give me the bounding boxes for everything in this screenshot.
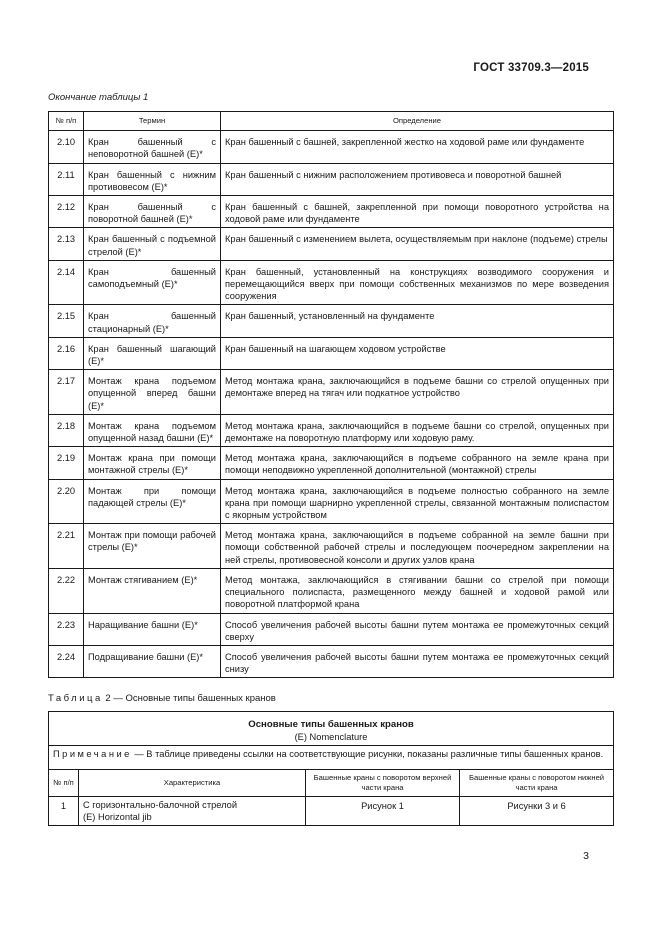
term-definition: Способ увеличения рабочей высоты башни путем монтажа ее промежуточных секций сверху [221, 613, 614, 645]
term-number: 2.12 [49, 196, 84, 228]
term-definition: Кран башенный с башней, закрепленной при помощи поворотного устройства на ходовой раме или фундаменте [221, 196, 614, 228]
term-name: Монтаж при помощи падающей стрелы (E)* [84, 479, 221, 524]
term-number: 2.10 [49, 131, 84, 163]
table2-caption [48, 693, 276, 704]
column-header-upper-slewing: Башенные краны с поворотом верхней части крана [306, 770, 460, 797]
term-definition: Метод монтажа, заключающийся в стягивании башни со стрелой при помощи специального полиспаста, размещенного между башней и ходовой рамой или поворотной платформой крана [221, 568, 614, 613]
term-definition: Кран башенный с изменением вылета, осуществляемым при наклоне (подъеме) стрелы [221, 228, 614, 260]
term-name: Монтаж крана при помощи монтажной стрелы (E)* [84, 447, 221, 479]
term-number: 2.22 [49, 568, 84, 613]
characteristic-ru: С горизонтально-балочной стрелой [83, 800, 238, 810]
term-definition: Кран башенный с башней, закрепленной жестко на ходовой раме или фундаменте [221, 131, 614, 163]
terms-table-body [49, 131, 614, 678]
term-name: Кран башенный шагающий (E)* [84, 337, 221, 369]
table-row [49, 447, 614, 479]
table-row [49, 479, 614, 524]
column-header-lower-slewing: Башенные краны с поворотом нижней части крана [460, 770, 614, 797]
term-number: 2.16 [49, 337, 84, 369]
table-row [49, 797, 614, 826]
table-row [49, 524, 614, 569]
table-header-row [49, 112, 614, 131]
table-row [49, 163, 614, 195]
term-number: 2.11 [49, 163, 84, 195]
table-row [49, 305, 614, 337]
table2-caption-text: 2 — Основные типы башенных кранов [105, 693, 276, 704]
column-header-term: Термин [84, 112, 221, 131]
note-label: Примечание [53, 749, 132, 759]
term-number: 2.23 [49, 613, 84, 645]
term-number: 2.21 [49, 524, 84, 569]
table2-caption-label: Таблица [48, 693, 103, 704]
terms-table [48, 111, 614, 678]
table-row [49, 613, 614, 645]
term-name: Монтаж стягиванием (E)* [84, 568, 221, 613]
table2-subtitle: (E) Nomenclature [294, 732, 368, 742]
term-definition: Метод монтажа крана, заключающийся в подъеме башни со стрелой, опущенных при демонтаже на поворотную платформу или ходовую раму. [221, 414, 614, 446]
term-number: 2.18 [49, 414, 84, 446]
term-definition: Метод монтажа крана, заключающийся в подъеме собранной на земле башни при помощи собственной рабочей стрелы и последующем поочередном закреплении на ней стрелы, противовесной консоли и других узлов крана [221, 524, 614, 569]
column-header-num: № п/п [49, 112, 84, 131]
term-name: Кран башенный с подъемной стрелой (E)* [84, 228, 221, 260]
term-name: Монтаж крана подъемом опущенной назад башни (E)* [84, 414, 221, 446]
term-definition: Метод монтажа крана, заключающийся в подъеме полностью собранного на земле крана при помощи шарнирно укрепленной стрелы, связанной монтажным полиспастом с якорным устройством [221, 479, 614, 524]
table-row [49, 568, 614, 613]
term-name: Наращивание башни (E)* [84, 613, 221, 645]
term-definition: Способ увеличения рабочей высоты башни путем монтажа ее промежуточных секций снизу [221, 645, 614, 677]
term-name: Кран башенный с нижним противовесом (E)* [84, 163, 221, 195]
crane-type-characteristic [79, 797, 306, 826]
term-definition: Кран башенный, установленный на фундаменте [221, 305, 614, 337]
term-number: 2.17 [49, 370, 84, 415]
term-number: 2.14 [49, 260, 84, 305]
term-definition: Кран башенный с нижним расположением противовеса и поворотной башней [221, 163, 614, 195]
term-definition: Метод монтажа крана, заключающийся в подъеме собранного на земле крана при помощи неподвижно укрепленной дополнительной (монтажной) стрелы [221, 447, 614, 479]
term-number: 2.20 [49, 479, 84, 524]
term-number: 2.13 [49, 228, 84, 260]
term-definition: Кран башенный на шагающем ходовом устройстве [221, 337, 614, 369]
table-row [49, 196, 614, 228]
upper-slewing-figure-ref: Рисунок 1 [306, 797, 460, 826]
column-header-num: № п/п [49, 770, 79, 797]
table-row [49, 414, 614, 446]
table2-note-row [49, 746, 614, 770]
characteristic-en: (E) Horizontal jib [83, 812, 152, 823]
table2-title-cell [49, 712, 614, 746]
table2-title-row [49, 712, 614, 746]
term-name: Кран башенный самоподъемный (E)* [84, 260, 221, 305]
note-text: — В таблице приведены ссылки на соответствующие рисунки, показаны различные типы башенных кранов. [134, 749, 604, 759]
term-number: 2.15 [49, 305, 84, 337]
term-name: Кран башенный с поворотной башней (E)* [84, 196, 221, 228]
table2-title: Основные типы башенных кранов [248, 719, 414, 730]
term-name: Монтаж крана подъемом опущенной вперед башни (E)* [84, 370, 221, 415]
column-header-definition: Определение [221, 112, 614, 131]
term-name: Кран башенный стационарный (E)* [84, 305, 221, 337]
term-name: Кран башенный с неповоротной башней (E)* [84, 131, 221, 163]
column-header-characteristic: Характеристика [79, 770, 306, 797]
term-name: Подращивание башни (E)* [84, 645, 221, 677]
term-definition: Кран башенный, установленный на конструкциях возводимого сооружения и перемещающийся вверх при помощи собственных механизмов по мере возведения сооружения [221, 260, 614, 305]
table-row [49, 131, 614, 163]
table2-header-row [49, 770, 614, 797]
document-code: ГОСТ 33709.3—2015 [473, 62, 589, 74]
table-row [49, 370, 614, 415]
crane-type-number: 1 [49, 797, 79, 826]
term-definition: Метод монтажа крана, заключающийся в подъеме башни со стрелой опущенных при демонтаже вперед на тягач или подкатное устройство [221, 370, 614, 415]
table2-note [49, 746, 614, 770]
term-number: 2.24 [49, 645, 84, 677]
lower-slewing-figure-ref: Рисунки 3 и 6 [460, 797, 614, 826]
table-row [49, 645, 614, 677]
table-row [49, 228, 614, 260]
table1-caption: Окончание таблицы 1 [48, 92, 149, 103]
table-row [49, 337, 614, 369]
crane-types-table [48, 711, 614, 826]
term-number: 2.19 [49, 447, 84, 479]
term-name: Монтаж при помощи рабочей стрелы (E)* [84, 524, 221, 569]
page-number: 3 [583, 850, 589, 862]
table-row [49, 260, 614, 305]
